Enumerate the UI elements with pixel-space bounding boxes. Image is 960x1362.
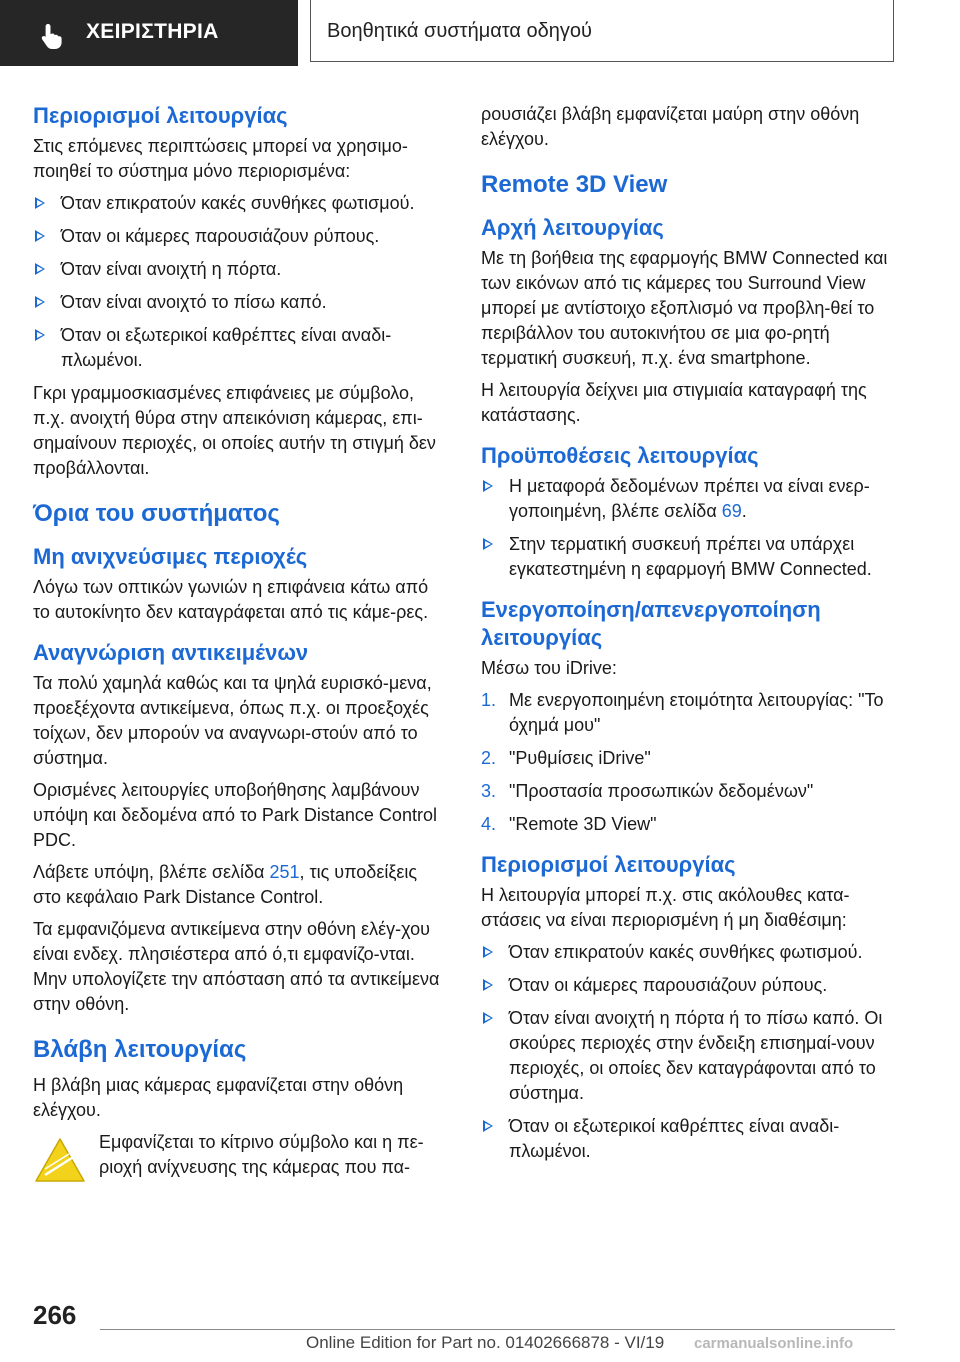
triangle-bullet-icon: [483, 1012, 493, 1024]
list-item: Όταν επικρατούν κακές συνθήκες φωτισμού.: [481, 940, 895, 965]
object-detection-text-1: Τα πολύ χαμηλά καθώς και τα ψηλά ευρισκό-μενα, προεξέχοντα αντικείμενα, όπως π.χ. οι προεξοχές τοίχων, δεν μπορούν να αναγνωρι-στούν από το σύστημα.: [33, 673, 432, 768]
activation-heading: Ενεργοποίηση/απενεργοποίηση λειτουργίας: [481, 597, 821, 650]
remote-limits-list: [481, 940, 895, 1164]
watermark: carmanualsonline.info: [694, 1335, 854, 1352]
footer-divider: [100, 1329, 895, 1330]
fault-heading: Βλάβη λειτουργίας: [33, 1036, 247, 1063]
warning-text: Εμφανίζεται το κίτρινο σύμβολο και η πε-ριοχή ανίχνευσης της κάμερας που πα-: [99, 1132, 424, 1177]
principle-text-1: Με τη βοήθεια της εφαρμογής BMW Connected και των εικόνων από τις κάμερες του Surround View μπορεί με αντίστοιχο εξοπλισμό να προβλη-θεί το περιβάλλον του αυτοκινήτου σε μια φο-ρητή τερματική συσκευή, π.χ. ένα smartphone.: [481, 248, 888, 368]
object-detection-text-4: Τα εμφανιζόμενα αντικείμενα στην οθόνη ελέγ-χου είναι ενδεχ. πλησιέστερα από ό,τι εμφανίζο-νται. Μην υπολογίζετε την απόσταση από τα αντικείμενα στην οθόνη.: [33, 919, 440, 1014]
limits-list: [33, 191, 445, 373]
list-item: Όταν είναι ανοιχτή η πόρτα.: [33, 257, 445, 282]
principle-heading: Αρχή λειτουργίας: [481, 215, 664, 240]
blind-areas-heading: Μη ανιχνεύσιμες περιοχές: [33, 544, 308, 569]
object-detection-text-3: Λάβετε υπόψη, βλέπε σελίδα 251, τις υποδείξεις στο κεφάλαιο Park Distance Control.: [33, 862, 418, 907]
list-item: Όταν επικρατούν κακές συνθήκες φωτισμού.: [33, 191, 445, 216]
triangle-bullet-icon: [483, 979, 493, 991]
list-item: Όταν οι κάμερες παρουσιάζουν ρύπους.: [33, 224, 445, 249]
list-item: Όταν είναι ανοιχτή η πόρτα ή το πίσω καπό. Οι σκούρες περιοχές στην ένδειξη επισημαί-νουν περιοχές, οι οποίες δεν καταγράφονται από το σύστημα.: [481, 1006, 895, 1106]
page-header: [0, 0, 960, 66]
section-tab[interactable]: [0, 0, 298, 66]
continued-text: ρουσιάζει βλάβη εμφανίζεται μαύρη στην οθόνη ελέγχου.: [481, 104, 860, 149]
triangle-bullet-icon: [483, 538, 493, 550]
page-number: 266: [33, 1300, 77, 1330]
object-detection-heading: Αναγνώριση αντικειμένων: [33, 640, 309, 665]
blind-areas-text: Λόγω των οπτικών γωνιών η επιφάνεια κάτω από το αυτοκίνητο δεν καταγράφεται από τις κάμε-ρες.: [33, 577, 429, 622]
limits-heading: Περιορισμοί λειτουργίας: [33, 103, 288, 128]
triangle-bullet-icon: [483, 946, 493, 958]
warning-triangle-icon: [33, 1136, 87, 1184]
remote-3d-view-heading: Remote 3D View: [481, 171, 668, 198]
activation-intro: Μέσω του iDrive:: [481, 658, 617, 678]
hand-pointer-icon: [40, 22, 66, 50]
list-item: Όταν είναι ανοιχτό το πίσω καπό.: [33, 290, 445, 315]
footer-edition: Online Edition for Part no. 01402666878 - VI/19: [306, 1333, 665, 1352]
triangle-bullet-icon: [35, 329, 45, 341]
triangle-bullet-icon: [35, 197, 45, 209]
remote-limits-heading: Περιορισμοί λειτουργίας: [481, 852, 736, 877]
list-item: Όταν οι εξωτερικοί καθρέπτες είναι αναδι-πλωμένοι.: [33, 323, 445, 373]
limits-intro: Στις επόμενες περιπτώσεις μπορεί να χρησιμο-ποιηθεί το σύστημα μόνο περιορισμένα:: [33, 136, 408, 181]
principle-text-2: Η λειτουργία δείχνει μια στιγμιαία καταγραφή της κατάστασης.: [481, 380, 867, 425]
chapter-title: Βοηθητικά συστήματα οδηγού: [327, 20, 592, 42]
chapter-tab[interactable]: [310, 0, 894, 62]
triangle-bullet-icon: [35, 296, 45, 308]
warning-note: [33, 1130, 445, 1190]
prerequisites-heading: Προϋποθέσεις λειτουργίας: [481, 443, 759, 468]
triangle-bullet-icon: [35, 230, 45, 242]
list-item: Στην τερματική συσκευή πρέπει να υπάρχει εγκατεστημένη η εφαρμογή BMW Connected.: [481, 532, 895, 582]
list-item: Όταν οι εξωτερικοί καθρέπτες είναι αναδι-πλωμένοι.: [481, 1114, 895, 1164]
page-link-69[interactable]: 69: [721, 501, 742, 521]
prerequisites-list: [481, 474, 895, 582]
object-detection-text-2: Ορισμένες λειτουργίες υποβοήθησης λαμβάνουν υπόψη και δεδομένα από το Park Distance Control PDC.: [33, 780, 437, 850]
triangle-bullet-icon: [483, 480, 493, 492]
remote-limits-intro: Η λειτουργία μπορεί π.χ. στις ακόλουθες κατα-στάσεις να είναι περιορισμένη ή μη διαθέσιμη:: [481, 885, 850, 930]
activation-steps: [481, 688, 895, 837]
step-item: 4. "Remote 3D View": [481, 814, 657, 834]
section-title: ΧΕΙΡΙΣΤΗΡΙΑ: [86, 20, 219, 43]
system-limits-heading: Όρια του συστήματος: [33, 500, 280, 527]
triangle-bullet-icon: [35, 263, 45, 275]
right-column: [481, 92, 895, 1172]
fault-text: Η βλάβη μιας κάμερας εμφανίζεται στην οθόνη ελέγχου.: [33, 1075, 404, 1120]
limits-note: Γκρι γραμμοσκιασμένες επιφάνειες με σύμβολο, π.χ. ανοιχτή θύρα στην απεικόνιση κάμερας, επι-σημαίνουν περιοχές, οι οποίες αυτήν τη στιγμή δεν προβάλλονται.: [33, 383, 436, 478]
list-item: Όταν οι κάμερες παρουσιάζουν ρύπους.: [481, 973, 895, 998]
page-link-251[interactable]: 251: [269, 862, 300, 882]
step-item: 2. "Ρυθμίσεις iDrive": [481, 748, 651, 768]
left-column: [33, 92, 445, 1190]
list-item: Η μεταφορά δεδομένων πρέπει να είναι ενερ-γοποιημένη, βλέπε σελίδα 69.: [481, 474, 895, 524]
step-item: 3. "Προστασία προσωπικών δεδομένων": [481, 781, 814, 801]
step-item: 1. Με ενεργοποιημένη ετοιμότητα λειτουργίας: "Το όχημά μου": [481, 690, 884, 735]
triangle-bullet-icon: [483, 1120, 493, 1132]
